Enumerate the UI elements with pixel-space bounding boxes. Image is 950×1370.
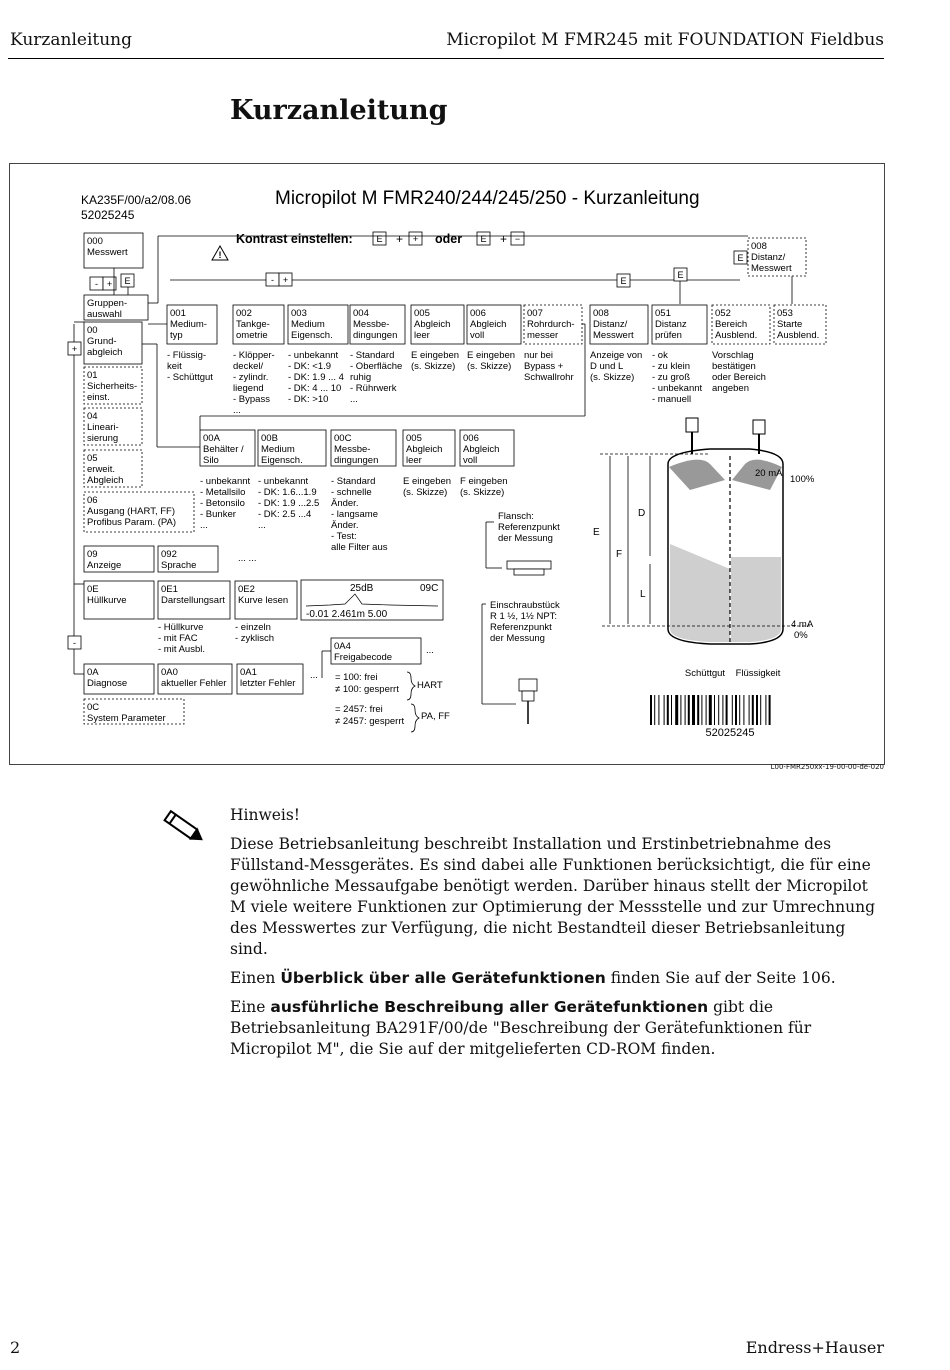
- menu-box-code: 003: [291, 308, 307, 319]
- overview-emphasis: Überblick über alle Gerätefunktionen: [280, 969, 606, 987]
- barcode-bar: [760, 695, 761, 725]
- thread-connector-icon: [522, 691, 534, 701]
- option-text: - DK: 2.5 ...4: [258, 509, 312, 520]
- display-reading: 25dB: [350, 583, 374, 594]
- option-text: - Bypass: [233, 394, 270, 405]
- menu-box-code: 006: [463, 433, 479, 444]
- barcode-bar: [732, 695, 733, 725]
- menu-box-code: 0A0: [161, 667, 178, 678]
- display-reading: 09C: [420, 583, 439, 594]
- page-title: Kurzanleitung: [230, 95, 448, 126]
- tank-label-4ma: 4 mA: [791, 619, 814, 630]
- option-text: angeben: [712, 383, 749, 394]
- figure-doc-code: KA235F/00/a2/08.06: [81, 193, 192, 207]
- option-text: - Bunker: [200, 509, 236, 520]
- option-text: ...: [233, 405, 241, 416]
- option-text: (s. Skizze): [590, 372, 635, 383]
- menu-box-label: Sprache: [161, 560, 197, 571]
- flange-label: der Messung: [498, 533, 553, 544]
- flange-icon: [507, 561, 551, 569]
- flange-label: Referenzpunkt: [498, 522, 560, 533]
- barcode-bar: [685, 695, 686, 725]
- option-text: E eingeben: [411, 350, 460, 361]
- menu-box-code: 051: [655, 308, 671, 319]
- barcode-bar: [718, 695, 719, 725]
- barcode-bar: [735, 695, 737, 725]
- thread-label: Referenzpunkt: [490, 622, 552, 633]
- option-text: keit: [167, 361, 182, 372]
- note-paragraph-1: Diese Betriebsanleitung beschreibt Installation und Erstinbetriebnahme des Füllstand-Messgerätes. Es sind dabei alle Funktionen berücksichtigt, die für eine gewöhnliche Messaufgabe benötigt werden. Darüber hinaus stellt der Micropilot M viele weitere Funktionen zur Optimierung der Messstelle und zur Umrechnung des Messwertes zur Verfügung, die nicht Bestandteil dieser Betriebsanleitung sind.: [230, 835, 876, 958]
- menu-box-label: ometrie: [236, 330, 268, 341]
- menu-box-label: sierung: [87, 433, 119, 444]
- option-text: liegend: [233, 383, 264, 394]
- menu-box-label: prüfen: [655, 330, 682, 341]
- menu-box-code: 0A4: [334, 641, 351, 652]
- menu-box-label: Distanz/: [593, 319, 628, 330]
- menu-box-code: 008: [751, 241, 767, 252]
- barcode-bar: [664, 695, 665, 725]
- option-text: ruhig: [350, 372, 372, 383]
- ellipsis: ... ...: [238, 553, 257, 564]
- tank-label-100pct: 100%: [790, 474, 815, 485]
- option-text: - manuell: [652, 394, 692, 405]
- note-heading: Hinweis!: [230, 806, 301, 824]
- menu-box-label: Grund-: [87, 336, 117, 347]
- option-text: ...: [258, 520, 266, 531]
- option-text: - Test:: [331, 531, 357, 542]
- menu-box-label: Starte: [777, 319, 803, 330]
- menu-box-label: Distanz: [655, 319, 687, 330]
- barcode-bar: [650, 695, 652, 725]
- option-text: - Standard: [331, 476, 376, 487]
- key-label: -: [73, 638, 76, 648]
- menu-box-label: Messwert: [751, 263, 792, 274]
- option-text: - Standard: [350, 350, 395, 361]
- figure-doc-number: 52025245: [81, 208, 135, 222]
- menu-box-label: Silo: [203, 455, 219, 466]
- option-text: - DK: <1.9: [288, 361, 332, 372]
- header-rule: [8, 58, 884, 59]
- option-text: E eingeben: [403, 476, 452, 487]
- brace-hart: [407, 672, 415, 700]
- option-text: (s. Skizze): [403, 487, 448, 498]
- flange-horn-icon: [514, 569, 544, 575]
- option-text: - DK: 1.6...1.9: [258, 487, 317, 498]
- barcode-bar: [765, 695, 766, 725]
- menu-box-code: 00C: [334, 433, 352, 444]
- menu-box-code: 092: [161, 549, 177, 560]
- menu-box-code: 00: [87, 325, 98, 336]
- menu-box-label: erweit.: [87, 464, 115, 475]
- barcode-bar: [701, 695, 702, 725]
- menu-box-label: einst.: [87, 392, 110, 403]
- barcode-number: 52025245: [705, 727, 755, 739]
- option-text: nur bei: [524, 350, 554, 361]
- menu-box-code: 01: [87, 370, 98, 381]
- option-text: - unbekannt: [200, 476, 251, 487]
- menu-box-label: Messbe-: [353, 319, 390, 330]
- menu-box-label: Lineari-: [87, 422, 119, 433]
- option-text: - Oberfläche: [350, 361, 403, 372]
- barcode-bar: [675, 695, 678, 725]
- menu-box-label: Medium: [291, 319, 325, 330]
- menu-box-label: Hüllkurve: [87, 595, 127, 606]
- menu-box-code: 09: [87, 549, 98, 560]
- option-text: Vorschlag: [712, 350, 754, 361]
- figure-code: L00-FMR250xx-19-00-00-de-020: [770, 763, 884, 771]
- menu-box-code: 04: [87, 411, 98, 422]
- code-text: ≠ 100: gesperrt: [335, 684, 399, 695]
- barcode-bar: [671, 695, 672, 725]
- menu-box-label: Sicherheits-: [87, 381, 138, 392]
- key-label: E: [620, 276, 627, 286]
- option-text: - langsame: [331, 509, 378, 520]
- menu-box-label: Anzeige: [87, 560, 122, 571]
- option-text: - unbekannt: [288, 350, 339, 361]
- menu-box-label: Eigensch.: [261, 455, 303, 466]
- option-text: - Flüssig-: [167, 350, 207, 361]
- menu-diagram: [10, 164, 884, 764]
- sensor-head-icon: [686, 418, 698, 432]
- option-text: - unbekannt: [258, 476, 309, 487]
- barcode-bar: [706, 695, 707, 725]
- brand-name: Endress+Hauser: [745, 1338, 884, 1357]
- group-label: HART: [417, 680, 443, 691]
- menu-box-code: Gruppen-: [87, 298, 128, 309]
- key-label: +: [282, 275, 289, 285]
- flange-label: Flansch:: [498, 511, 534, 522]
- menu-box-label: voll: [463, 455, 478, 466]
- barcode-bar: [769, 695, 771, 725]
- code-text: ≠ 2457: gesperrt: [335, 716, 405, 727]
- thread-connector-icon: [519, 679, 537, 691]
- menu-box-label: Messwert: [593, 330, 634, 341]
- barcode-bar: [756, 695, 758, 725]
- key-label: −: [514, 234, 521, 244]
- key-label: E: [376, 234, 383, 244]
- key-label: E: [737, 253, 744, 263]
- menu-box-label: Kurve lesen: [238, 595, 289, 606]
- barcode-bar: [709, 695, 712, 725]
- option-text: - Schüttgut: [167, 372, 213, 383]
- menu-box-code: 052: [715, 308, 731, 319]
- key-label: E: [480, 234, 487, 244]
- option-text: deckel/: [233, 361, 264, 372]
- menu-box-label: messer: [527, 330, 559, 341]
- menu-box-code: 005: [406, 433, 422, 444]
- menu-box-code: 008: [593, 308, 609, 319]
- barcode-bar: [654, 695, 655, 725]
- option-text: (s. Skizze): [467, 361, 512, 372]
- barcode-bar: [692, 695, 695, 725]
- menu-box-label: Ausblend.: [715, 330, 758, 341]
- option-text: oder Bereich: [712, 372, 766, 383]
- menu-box-label: Freigabecode: [334, 652, 393, 663]
- option-text: - zyklisch: [235, 633, 275, 644]
- menu-box-label: Eigensch.: [291, 330, 333, 341]
- barcode-bar: [688, 695, 690, 725]
- option-text: (s. Skizze): [411, 361, 456, 372]
- option-text: - Betonsilo: [200, 498, 245, 509]
- brace-paff: [411, 704, 419, 732]
- menu-box-code: 0A1: [240, 667, 257, 678]
- barcode-bar: [680, 695, 681, 725]
- menu-box-label: Medium: [261, 444, 295, 455]
- menu-box-label: Distanz/: [751, 252, 786, 263]
- key-label: +: [71, 344, 78, 354]
- menu-box-label: typ: [170, 330, 183, 341]
- menu-box-code: 0E: [87, 584, 99, 595]
- key-label: -: [271, 275, 274, 285]
- option-text: F eingeben: [460, 476, 508, 487]
- tank-label-bulk: Schüttgut: [684, 668, 726, 679]
- key-label: E: [677, 270, 684, 280]
- option-text: - zu groß: [652, 372, 691, 383]
- menu-box-code: 0E2: [238, 584, 255, 595]
- menu-box-code: 0A: [87, 667, 99, 678]
- page-number: 2: [10, 1338, 21, 1357]
- key-label: +: [412, 234, 419, 244]
- barcode-bar: [739, 695, 740, 725]
- option-text: - zylindr.: [233, 372, 269, 383]
- option-text: - mit Ausbl.: [158, 644, 205, 655]
- option-text: alle Filter aus: [331, 542, 388, 553]
- pencil-note-icon: [160, 808, 206, 846]
- barcode-bar: [726, 695, 728, 725]
- option-text: Bypass +: [524, 361, 564, 372]
- option-text: bestätigen: [712, 361, 756, 372]
- tank-label-20ma: 20 mA: [755, 468, 783, 479]
- option-text: - unbekannt: [652, 383, 703, 394]
- menu-box-label: letzter Fehler: [240, 678, 296, 689]
- option-text: Änder.: [331, 520, 359, 531]
- liquid-fill: [731, 557, 781, 642]
- option-text: - einzeln: [235, 622, 271, 633]
- menu-box-label: Abgleich: [414, 319, 451, 330]
- note-block: [230, 805, 885, 1068]
- menu-box-label: dingungen: [334, 455, 379, 466]
- thread-label: Einschraubstück: [490, 600, 560, 611]
- option-text: ...: [350, 394, 358, 405]
- contrast-or: oder: [435, 232, 463, 246]
- barcode-bar: [722, 695, 723, 725]
- option-text: - DK: 4 ... 10: [288, 383, 342, 394]
- menu-box-code: 05: [87, 453, 98, 464]
- option-text: - ok: [652, 350, 668, 361]
- menu-box-label: auswahl: [87, 309, 122, 320]
- code-text: = 2457: frei: [335, 704, 383, 715]
- menu-box-label: leer: [406, 455, 422, 466]
- menu-box-label: Abgleich: [406, 444, 443, 455]
- option-text: - zu klein: [652, 361, 691, 372]
- barcode-bar: [743, 695, 744, 725]
- menu-box-code: 0E1: [161, 584, 178, 595]
- menu-box-code: 053: [777, 308, 793, 319]
- dim-label-e: E: [593, 527, 600, 538]
- menu-box-code: 006: [470, 308, 486, 319]
- menu-box-label: aktueller Fehler: [161, 678, 227, 689]
- barcode-bar: [749, 695, 750, 725]
- menu-box-label: Messwert: [87, 247, 128, 258]
- plus-sign: +: [396, 232, 404, 246]
- dim-label-d: D: [638, 508, 646, 519]
- menu-box-label: Behälter /: [203, 444, 244, 455]
- group-label: PA, FF: [421, 711, 450, 722]
- option-text: - DK: 1.9 ...2.5: [258, 498, 320, 509]
- key-label: -: [95, 279, 98, 289]
- menu-box-label: Rohrdurch-: [527, 319, 575, 330]
- option-text: - Hüllkurve: [158, 622, 204, 633]
- note-paragraph-2: Einen Überblick über alle Gerätefunktionen finden Sie auf der Seite 106.: [230, 969, 836, 987]
- menu-box-code: 005: [414, 308, 430, 319]
- tank-label-0pct: 0%: [794, 630, 808, 641]
- menu-box-label: dingungen: [353, 330, 398, 341]
- sensor-head-icon: [753, 420, 765, 434]
- header-document-title: Micropilot M FMR245 mit FOUNDATION Fieldbus: [446, 30, 884, 50]
- description-emphasis: ausführliche Beschreibung aller Gerätefunktionen: [270, 998, 709, 1016]
- ellipsis: ...: [426, 645, 434, 656]
- key-label: E: [124, 276, 131, 286]
- menu-box-label: Medium-: [170, 319, 207, 330]
- key-label: +: [106, 279, 113, 289]
- menu-box-label: Abgleich: [87, 475, 124, 486]
- option-text: ...: [200, 520, 208, 531]
- menu-box-label: Tankge-: [236, 319, 270, 330]
- menu-box-label: voll: [470, 330, 485, 341]
- option-text: - Klöpper-: [233, 350, 275, 361]
- menu-box-code: 0C: [87, 702, 100, 713]
- option-text: (s. Skizze): [460, 487, 505, 498]
- code-text: = 100: frei: [335, 672, 378, 683]
- menu-box-code: 000: [87, 236, 103, 247]
- barcode-bar: [697, 695, 699, 725]
- option-text: Änder.: [331, 498, 359, 509]
- menu-box-label: Abgleich: [470, 319, 507, 330]
- menu-box-code: 00B: [261, 433, 278, 444]
- warning-mark: !: [218, 250, 222, 260]
- menu-box-label: leer: [414, 330, 430, 341]
- dim-label-l: L: [640, 589, 646, 600]
- barcode-bar: [658, 695, 659, 725]
- contrast-label: Kontrast einstellen:: [236, 232, 353, 246]
- menu-box-code: 007: [527, 308, 543, 319]
- figure-title: Micropilot M FMR240/244/245/250 - Kurzanleitung: [275, 188, 700, 209]
- option-text: E eingeben: [467, 350, 516, 361]
- menu-box-code: 002: [236, 308, 252, 319]
- menu-box-code: 06: [87, 495, 98, 506]
- ellipsis: ...: [310, 670, 318, 681]
- tank-label-liquid: Flüssigkeit: [735, 668, 781, 679]
- note-paragraph-3: Eine ausführliche Beschreibung aller Gerätefunktionen gibt die Betriebsanleitung BA291F/00/de "Beschreibung der Gerätefunktionen für Micropilot M", die Sie auf der mitgelieferten CD-ROM finden.: [230, 998, 812, 1058]
- option-text: - DK: >10: [288, 394, 329, 405]
- menu-box-label: Messbe-: [334, 444, 371, 455]
- menu-box-code: 00A: [203, 433, 220, 444]
- menu-box-code: 001: [170, 308, 186, 319]
- thread-label: R 1 ½, 1½ NPT:: [490, 611, 558, 622]
- menu-box-label: Darstellungsart: [161, 595, 225, 606]
- option-text: - schnelle: [331, 487, 372, 498]
- display-values: -0.01 2.461m 5.00: [306, 609, 388, 620]
- thread-label: der Messung: [490, 633, 545, 644]
- plus-sign: +: [500, 232, 508, 246]
- menu-box-label: Ausgang (HART, FF): [87, 506, 175, 517]
- option-text: - mit FAC: [158, 633, 198, 644]
- option-text: D und L: [590, 361, 624, 372]
- option-text: - Metallsilo: [200, 487, 246, 498]
- option-text: Anzeige von: [590, 350, 643, 361]
- option-text: - DK: 1.9 ... 4: [288, 372, 344, 383]
- quick-reference-figure: [9, 163, 885, 765]
- barcode-bar: [752, 695, 754, 725]
- menu-box-label: Ausblend.: [777, 330, 820, 341]
- menu-box-label: System Parameter: [87, 713, 166, 724]
- barcode-bar: [714, 695, 715, 725]
- menu-box-label: Profibus Param. (PA): [87, 517, 177, 528]
- menu-box-label: Abgleich: [463, 444, 500, 455]
- menu-box-label: Diagnose: [87, 678, 128, 689]
- dim-label-f: F: [616, 549, 623, 560]
- option-text: - Rührwerk: [350, 383, 397, 394]
- menu-box-label: abgleich: [87, 347, 123, 358]
- menu-box-code: 004: [353, 308, 369, 319]
- header-section-title: Kurzanleitung: [10, 30, 132, 50]
- barcode-bar: [667, 695, 669, 725]
- menu-box-label: Bereich: [715, 319, 748, 330]
- option-text: Schwallrohr: [524, 372, 574, 383]
